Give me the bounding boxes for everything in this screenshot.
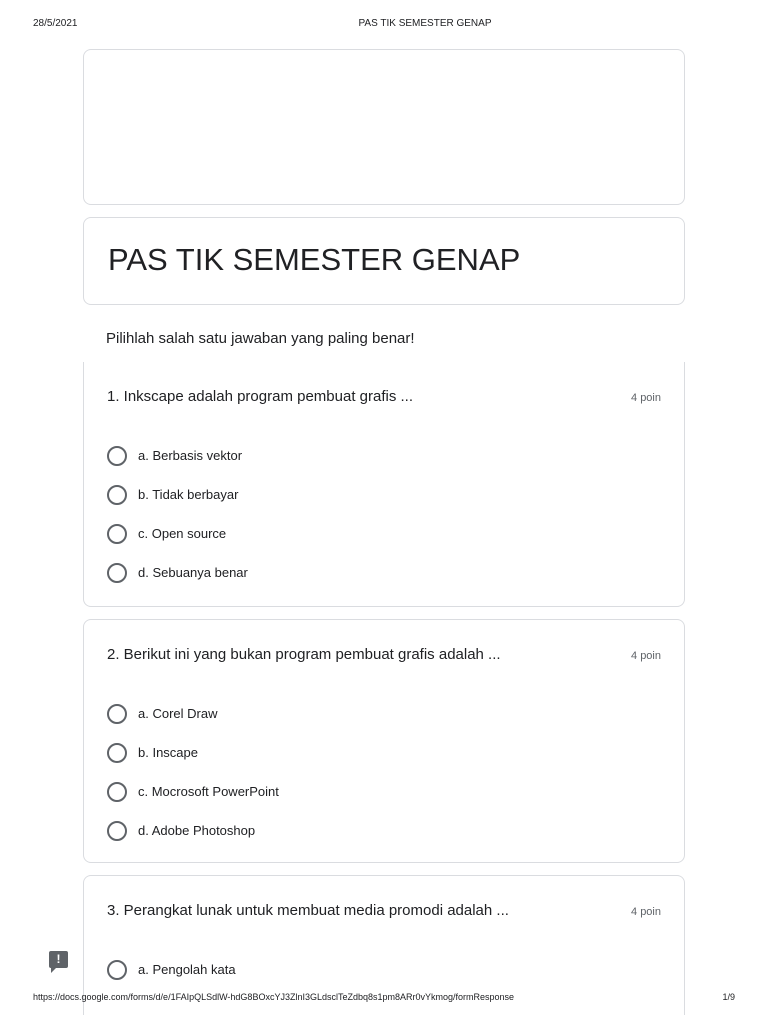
form-instructions: Pilihlah salah satu jawaban yang paling benar!	[106, 330, 415, 347]
option-item[interactable]	[107, 772, 279, 811]
radio-button[interactable]	[107, 782, 127, 802]
option-item[interactable]	[107, 694, 279, 733]
option-label: b. Inscape	[138, 745, 198, 760]
print-title: PAS TIK SEMESTER GENAP	[358, 18, 492, 29]
question-points: 4 poin	[631, 392, 661, 404]
radio-button[interactable]	[107, 821, 127, 841]
print-date: 28/5/2021	[33, 18, 78, 29]
question-card-1	[83, 362, 685, 607]
question-points: 4 poin	[631, 650, 661, 662]
question-points: 4 poin	[631, 906, 661, 918]
option-item[interactable]	[107, 950, 236, 989]
option-item[interactable]	[107, 436, 248, 475]
option-list	[107, 950, 236, 989]
option-label: b. Tidak berbayar	[138, 487, 239, 502]
radio-button[interactable]	[107, 563, 127, 583]
option-label: c. Mocrosoft PowerPoint	[138, 784, 279, 799]
option-item[interactable]	[107, 811, 279, 850]
radio-button[interactable]	[107, 704, 127, 724]
radio-button[interactable]	[107, 485, 127, 505]
option-list	[107, 694, 279, 850]
option-item[interactable]	[107, 475, 248, 514]
radio-button[interactable]	[107, 446, 127, 466]
form-title: PAS TIK SEMESTER GENAP	[108, 242, 521, 277]
page-number: 1/9	[722, 992, 735, 1002]
print-footer	[0, 992, 768, 1006]
header-banner	[83, 49, 685, 205]
option-label: a. Corel Draw	[138, 706, 218, 721]
question-title: 3. Perangkat lunak untuk membuat media promodi adalah ...	[107, 902, 509, 919]
radio-button[interactable]	[107, 960, 127, 980]
question-card-2	[83, 619, 685, 863]
report-feedback-icon[interactable]: !	[49, 951, 68, 968]
question-title: 2. Berikut ini yang bukan program pembuat grafis adalah ...	[107, 646, 501, 663]
radio-button[interactable]	[107, 743, 127, 763]
option-list	[107, 436, 248, 592]
option-label: d. Adobe Photoshop	[138, 823, 256, 838]
question-title: 1. Inkscape adalah program pembuat grafis ...	[107, 388, 414, 405]
option-item[interactable]	[107, 733, 279, 772]
option-item[interactable]	[107, 514, 248, 553]
print-header	[0, 18, 768, 32]
option-label: c. Open source	[138, 526, 227, 541]
form-title-card	[83, 217, 685, 305]
option-label: a. Pengolah kata	[138, 962, 236, 977]
option-label: d. Sebuanya benar	[138, 565, 248, 580]
option-label: a. Berbasis vektor	[138, 448, 243, 463]
radio-button[interactable]	[107, 524, 127, 544]
print-url: https://docs.google.com/forms/d/e/1FAIpQLSdlW-hdG8BOxcYJ3ZlnI3GLdsclTeZdbq8s1pm8ARr0vYkmog/formResponse	[33, 992, 515, 1002]
option-item[interactable]	[107, 553, 248, 592]
